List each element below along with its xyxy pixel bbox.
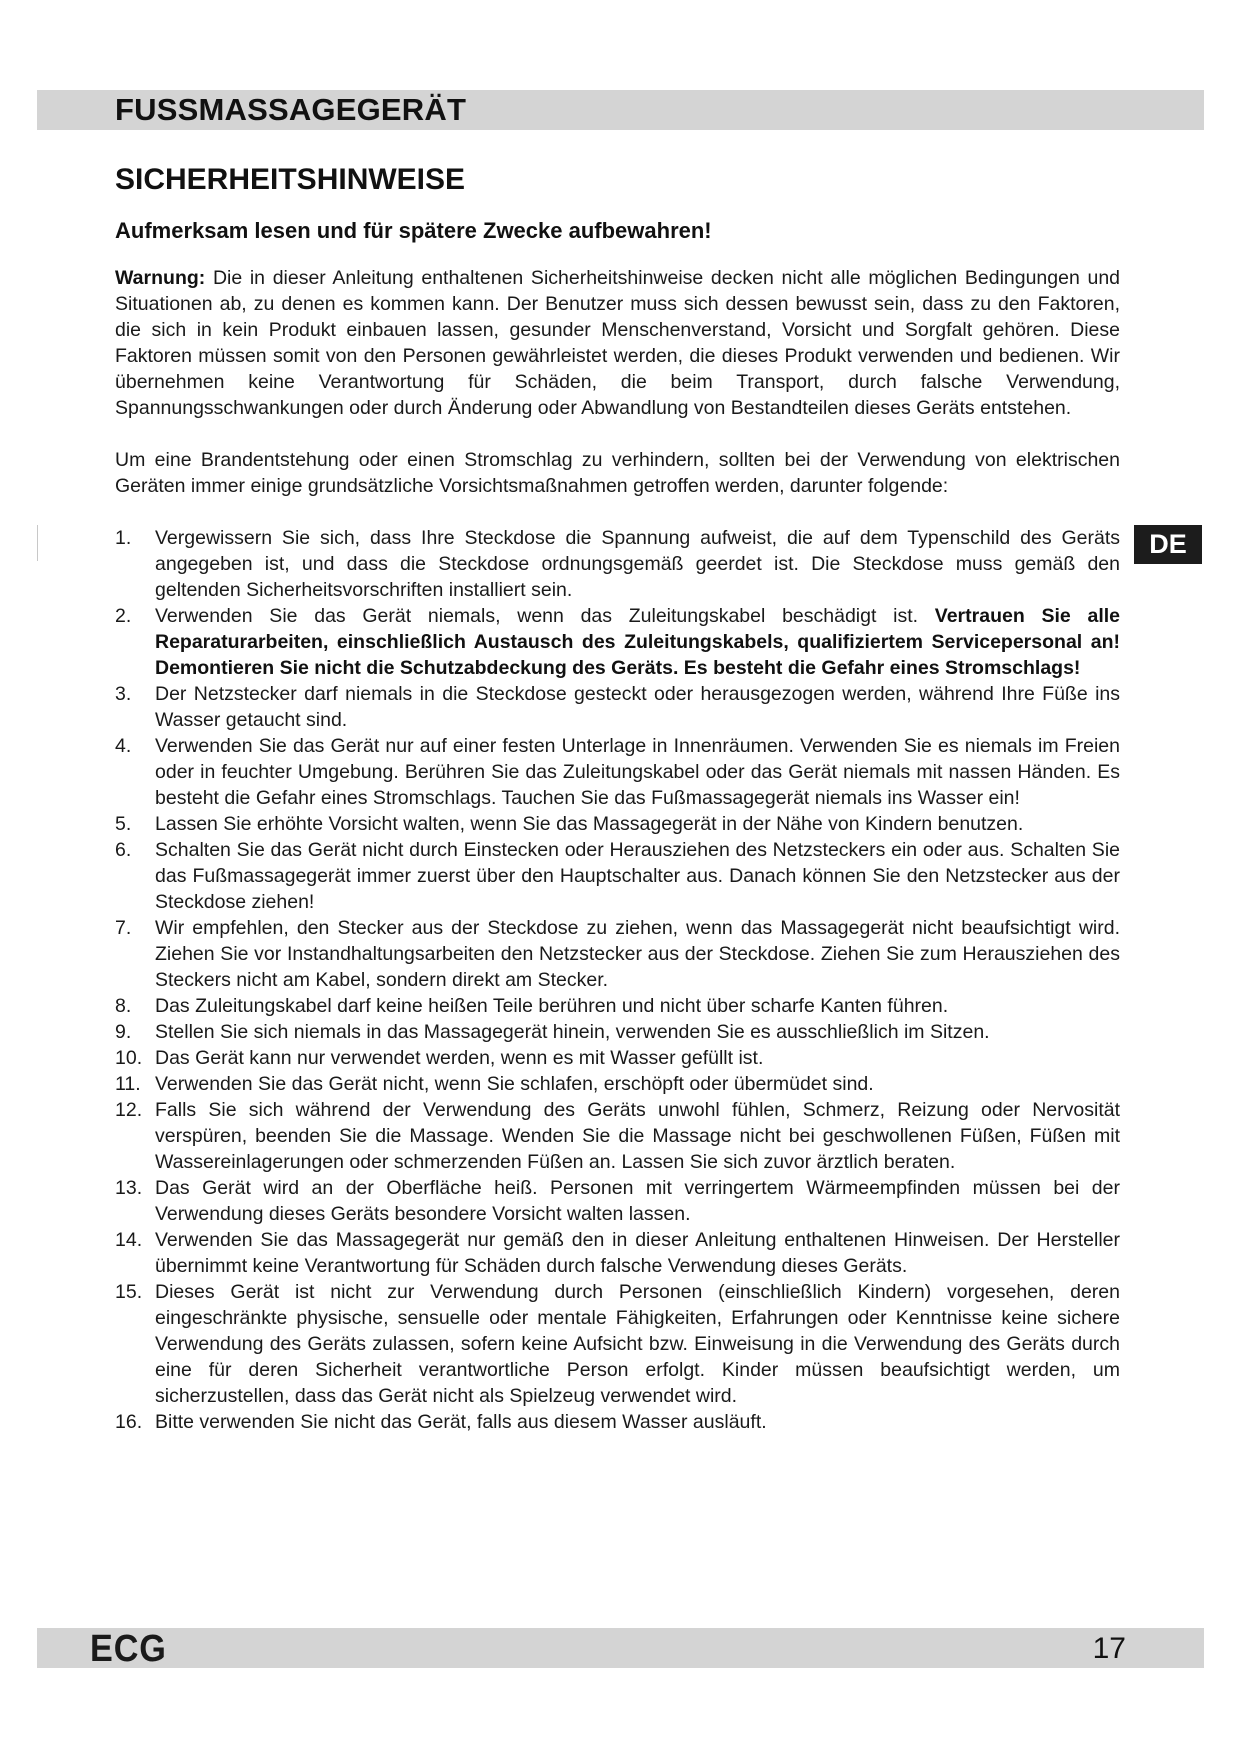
rule-text: Der Netzstecker darf niemals in die Steckdose gesteckt oder herausgezogen werden, während Ihre Füße ins Wasser getaucht sind.: [155, 683, 1120, 731]
rule-number: 4.: [115, 735, 132, 757]
rule-text: Lassen Sie erhöhte Vorsicht walten, wenn Sie das Massagegerät in der Nähe von Kindern benutzen.: [155, 813, 1024, 835]
rule-number: 14.: [115, 1229, 143, 1251]
rule-number: 5.: [115, 813, 132, 835]
rule-number: 16.: [115, 1411, 143, 1433]
safety-rule-item: [115, 837, 1120, 915]
warning-text: Die in dieser Anleitung enthaltenen Sicherheitshinweise decken nicht alle möglichen Bedingungen und Situationen ab, zu denen es kommen kann. Der Benutzer muss sich dessen bewusst sein, dass zu den Faktoren, die sich in kein Produkt einbauen lassen, gesunder Menschenverstand, Vorsicht und Sorgfalt gehören. Diese Faktoren müssen somit von den Personen gewährleistet werden, die dieses Produkt verwenden und bedienen. Wir übernehmen keine Verantwortung für Schäden, die beim Transport, durch falsche Verwendung, Spannungsschwankungen oder durch Änderung oder Abwandlung von Bestandteilen dieses Geräts entstehen.: [115, 267, 1121, 419]
section-title: SICHERHEITSHINWEISE: [115, 163, 466, 196]
footer-bar: [37, 1628, 1204, 1668]
rule-number: 12.: [115, 1099, 143, 1121]
rule-text: Dieses Gerät ist nicht zur Verwendung durch Personen (einschließlich Kindern) vorgesehen, deren eingeschränkte physische, sensuelle oder mentale Fähigkeiten, Erfahrungen oder Kenntnisse keine sichere Verwendung des Geräts zulassen, sofern keine Aufsicht bzw. Einweisung in die Verwendung des Geräts durch eine für deren Sicherheit verantwortliche Person erfolgt. Kinder müssen beaufsichtigt werden, um sicherzustellen, dass das Gerät nicht als Spielzeug verwendet wird.: [155, 1281, 1120, 1407]
rule-number: 13.: [115, 1177, 143, 1199]
rule-text: Wir empfehlen, den Stecker aus der Steckdose zu ziehen, wenn das Massagegerät nicht beaufsichtigt wird. Ziehen Sie vor Instandhaltungsarbeiten den Netzstecker aus der Steckdose. Ziehen Sie zum Herausziehen des Steckers nicht am Kabel, sondern direkt am Stecker.: [155, 917, 1120, 991]
safety-rule-item: [115, 993, 1120, 1019]
intro-paragraph: Um eine Brandentstehung oder einen Stromschlag zu verhindern, sollten bei der Verwendung von elektrischen Geräten immer einige grundsätzliche Vorsichtsmaßnahmen getroffen werden, darunter folgende:: [115, 449, 1120, 497]
rule-number: 7.: [115, 917, 132, 939]
safety-rule-item: [115, 1409, 1120, 1435]
rule-number: 11.: [115, 1073, 141, 1095]
rule-number: 6.: [115, 839, 132, 861]
rule-number: 2.: [115, 605, 132, 627]
language-tab: DE: [1134, 525, 1202, 564]
rule-text: Stellen Sie sich niemals in das Massagegerät hinein, verwenden Sie es ausschließlich im Sitzen.: [155, 1021, 990, 1043]
rule-number: 3.: [115, 683, 132, 705]
rule-bold-text: Vertrauen Sie alle Reparaturarbeiten, einschließlich Austausch des Zuleitungskabels, qualifiziertem Servicepersonal an! Demontieren Sie nicht die Schutzabdeckung des Geräts. Es besteht die Gefahr eines Stromschlags!: [155, 605, 1120, 679]
safety-rules-list: [115, 525, 1120, 1435]
rule-number: 15.: [115, 1281, 143, 1303]
rule-text: Vergewissern Sie sich, dass Ihre Steckdose die Spannung aufweist, die auf dem Typenschild des Geräts angegeben ist, und dass die Steckdose ordnungsgemäß geerdet ist. Die Steckdose muss gemäß den geltenden Sicherheitsvorschriften installiert sein.: [155, 527, 1120, 601]
page-number: 17: [1092, 1632, 1126, 1665]
rule-text: Schalten Sie das Gerät nicht durch Einstecken oder Herausziehen des Netzsteckers ein oder aus. Schalten Sie das Fußmassagegerät immer zuerst über den Hauptschalter aus. Danach können Sie den Netzstecker aus der Steckdose ziehen!: [155, 839, 1120, 913]
rule-text: Verwenden Sie das Gerät nur auf einer festen Unterlage in Innenräumen. Verwenden Sie es niemals im Freien oder in feuchter Umgebung. Berühren Sie das Zuleitungskabel oder das Gerät niemals mit nassen Händen. Es besteht die Gefahr eines Stromschlags. Tauchen Sie das Fußmassagegerät niemals ins Wasser ein!: [155, 735, 1120, 809]
rule-text: Das Gerät wird an der Oberfläche heiß. Personen mit verringertem Wärmeempfinden müssen bei der Verwendung dieses Geräts besondere Vorsicht walten lassen.: [155, 1177, 1120, 1225]
margin-divider: [37, 525, 38, 561]
rule-text: Das Gerät kann nur verwendet werden, wenn es mit Wasser gefüllt ist.: [155, 1047, 764, 1069]
warning-paragraph: [115, 265, 1120, 421]
rule-text: Verwenden Sie das Massagegerät nur gemäß den in dieser Anleitung enthaltenen Hinweisen. Der Hersteller übernimmt keine Verantwortung für Schäden durch falsche Verwendung dieses Geräts.: [155, 1229, 1120, 1277]
rule-text: Falls Sie sich während der Verwendung des Geräts unwohl fühlen, Schmerz, Reizung oder Nervosität verspüren, beenden Sie die Massage. Wenden Sie die Massage nicht bei geschwollenen Füßen, Füßen mit Wassereinlagerungen oder schmerzenden Füßen an. Lassen Sie sich zuvor ärztlich beraten.: [155, 1099, 1120, 1173]
safety-rule-item: [115, 603, 1120, 681]
header-bar: [37, 90, 1204, 130]
rule-text: Bitte verwenden Sie nicht das Gerät, falls aus diesem Wasser ausläuft.: [155, 1411, 767, 1433]
rule-number: 10.: [115, 1047, 143, 1069]
warning-label: Warnung:: [115, 267, 206, 289]
content-body: [115, 265, 1120, 1435]
safety-rule-item: [115, 1279, 1120, 1409]
rule-number: 1.: [115, 527, 132, 549]
document-title: FUSSMASSAGEGERÄT: [115, 92, 467, 127]
safety-rule-item: [115, 915, 1120, 993]
brand-logo: ECG: [90, 1628, 167, 1670]
safety-rule-item: [115, 811, 1120, 837]
safety-rule-item: [115, 1045, 1120, 1071]
safety-rule-item: [115, 733, 1120, 811]
section-subtitle: Aufmerksam lesen und für spätere Zwecke aufbewahren!: [115, 218, 712, 243]
rule-text: Verwenden Sie das Gerät niemals, wenn das Zuleitungskabel beschädigt ist.: [155, 605, 919, 627]
safety-rule-item: [115, 1019, 1120, 1045]
safety-rule-item: [115, 1071, 1120, 1097]
rule-number: 8.: [115, 995, 132, 1017]
safety-rule-item: [115, 525, 1120, 603]
safety-rule-item: [115, 1227, 1120, 1279]
rule-number: 9.: [115, 1021, 132, 1043]
rule-text: Das Zuleitungskabel darf keine heißen Teile berühren und nicht über scharfe Kanten führen.: [155, 995, 949, 1017]
safety-rule-item: [115, 681, 1120, 733]
safety-rule-item: [115, 1097, 1120, 1175]
safety-rule-item: [115, 1175, 1120, 1227]
rule-text: Verwenden Sie das Gerät nicht, wenn Sie schlafen, erschöpft oder übermüdet sind.: [155, 1073, 874, 1095]
